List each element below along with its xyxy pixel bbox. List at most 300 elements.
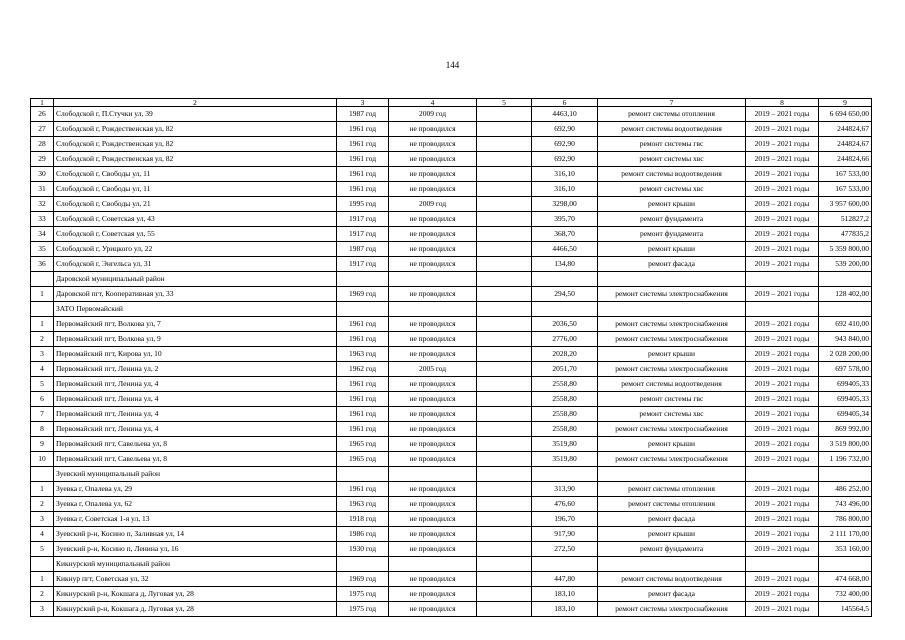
cost-cell: 145564,5	[819, 602, 872, 617]
period-cell: 2019 – 2021 годы	[746, 512, 819, 527]
period-cell: 2019 – 2021 годы	[746, 587, 819, 602]
address-cell: Зуевский р-н, Косино п, Заливная ул, 14	[54, 527, 337, 542]
area-cell: 476,60	[532, 497, 598, 512]
empty-cell	[477, 482, 532, 497]
work-type-cell: ремонт фундамента	[598, 542, 746, 557]
last-repair-cell: 2009 год	[389, 107, 477, 122]
row-index: 30	[31, 167, 54, 182]
cost-cell: 353 160,00	[819, 542, 872, 557]
row-index: 27	[31, 122, 54, 137]
commission-year-cell: 1961 год	[337, 167, 389, 182]
row-index: 32	[31, 197, 54, 212]
last-repair-cell: не проводился	[389, 587, 477, 602]
commission-year-cell: 1962 год	[337, 362, 389, 377]
area-cell: 2558,80	[532, 377, 598, 392]
last-repair-cell: не проводился	[389, 602, 477, 617]
area-cell: 2028,20	[532, 347, 598, 362]
empty-cell	[337, 302, 389, 317]
column-number: 3	[337, 99, 389, 107]
address-cell: Слободской г, Рождественская ул, 82	[54, 137, 337, 152]
empty-cell	[746, 302, 819, 317]
row-index: 35	[31, 242, 54, 257]
empty-cell	[337, 272, 389, 287]
address-cell: Первомайский пгт, Кирова ул, 10	[54, 347, 337, 362]
period-cell: 2019 – 2021 годы	[746, 317, 819, 332]
cost-cell: 3 519 800,00	[819, 437, 872, 452]
period-cell: 2019 – 2021 годы	[746, 392, 819, 407]
work-type-cell: ремонт крыши	[598, 527, 746, 542]
last-repair-cell: не проводился	[389, 152, 477, 167]
empty-cell	[477, 437, 532, 452]
empty-cell	[746, 272, 819, 287]
work-type-cell: ремонт системы электроснабжения	[598, 287, 746, 302]
empty-cell	[477, 152, 532, 167]
column-number: 4	[389, 99, 477, 107]
cost-cell: 474 668,00	[819, 572, 872, 587]
empty-cell	[477, 422, 532, 437]
work-type-cell: ремонт системы хвс	[598, 182, 746, 197]
commission-year-cell: 1987 год	[337, 242, 389, 257]
empty-cell	[477, 602, 532, 617]
work-type-cell: ремонт системы хвс	[598, 407, 746, 422]
row-index: 1	[31, 317, 54, 332]
column-number: 5	[477, 99, 532, 107]
work-type-cell: ремонт системы водоотведения	[598, 572, 746, 587]
address-cell: Зуевский р-н, Косино п, Ленина ул, 16	[54, 542, 337, 557]
address-cell: Слободской г, Энгельса ул, 31	[54, 257, 337, 272]
cost-cell: 699405,34	[819, 407, 872, 422]
cost-cell: 743 496,00	[819, 497, 872, 512]
work-type-cell: ремонт крыши	[598, 437, 746, 452]
row-index: 7	[31, 407, 54, 422]
row-index: 5	[31, 542, 54, 557]
empty-cell	[477, 257, 532, 272]
last-repair-cell: 2005 год	[389, 362, 477, 377]
area-cell: 2036,50	[532, 317, 598, 332]
empty-cell	[477, 392, 532, 407]
empty-cell	[389, 302, 477, 317]
area-cell: 395,70	[532, 212, 598, 227]
empty-cell	[477, 557, 532, 572]
address-cell: Слободской г, Советская ул, 55	[54, 227, 337, 242]
empty-cell	[31, 467, 54, 482]
last-repair-cell: не проводился	[389, 452, 477, 467]
cost-cell: 477835,2	[819, 227, 872, 242]
empty-cell	[477, 467, 532, 482]
area-cell: 447,80	[532, 572, 598, 587]
last-repair-cell: не проводился	[389, 332, 477, 347]
empty-cell	[598, 302, 746, 317]
last-repair-cell: не проводился	[389, 347, 477, 362]
table-row	[31, 212, 872, 227]
row-index: 10	[31, 452, 54, 467]
area-cell: 313,90	[532, 482, 598, 497]
table-row	[31, 122, 872, 137]
cost-cell: 786 800,00	[819, 512, 872, 527]
district-row	[31, 272, 872, 287]
table-row	[31, 542, 872, 557]
table-row	[31, 602, 872, 617]
empty-cell	[337, 557, 389, 572]
empty-cell	[819, 272, 872, 287]
row-index: 28	[31, 137, 54, 152]
district-label: Даровской муниципальный район	[54, 272, 337, 287]
address-cell: Зуевка г, Опалева ул, 29	[54, 482, 337, 497]
empty-cell	[477, 452, 532, 467]
table-row	[31, 497, 872, 512]
empty-cell	[477, 122, 532, 137]
period-cell: 2019 – 2021 годы	[746, 107, 819, 122]
row-index: 2	[31, 587, 54, 602]
district-row	[31, 467, 872, 482]
period-cell: 2019 – 2021 годы	[746, 257, 819, 272]
cost-cell: 1 196 732,00	[819, 452, 872, 467]
row-index: 2	[31, 497, 54, 512]
work-type-cell: ремонт системы электроснабжения	[598, 332, 746, 347]
column-number: 9	[819, 99, 872, 107]
empty-cell	[337, 467, 389, 482]
empty-cell	[477, 572, 532, 587]
table-row	[31, 482, 872, 497]
empty-cell	[477, 512, 532, 527]
table-row	[31, 422, 872, 437]
period-cell: 2019 – 2021 годы	[746, 152, 819, 167]
empty-cell	[389, 557, 477, 572]
empty-cell	[31, 272, 54, 287]
work-type-cell: ремонт фасада	[598, 257, 746, 272]
period-cell: 2019 – 2021 годы	[746, 362, 819, 377]
last-repair-cell: не проводился	[389, 482, 477, 497]
empty-cell	[477, 302, 532, 317]
district-row	[31, 302, 872, 317]
cost-cell: 5 359 800,00	[819, 242, 872, 257]
empty-cell	[389, 467, 477, 482]
area-cell: 2558,80	[532, 392, 598, 407]
address-cell: Слободской г, Свободы ул, 21	[54, 197, 337, 212]
cost-cell: 2 111 170,00	[819, 527, 872, 542]
commission-year-cell: 1917 год	[337, 212, 389, 227]
table-row	[31, 167, 872, 182]
period-cell: 2019 – 2021 годы	[746, 287, 819, 302]
work-type-cell: ремонт системы отопления	[598, 107, 746, 122]
empty-cell	[532, 272, 598, 287]
district-row	[31, 557, 872, 572]
row-index: 3	[31, 512, 54, 527]
address-cell: Даровской пгт, Кооперативная ул, 33	[54, 287, 337, 302]
column-number: 8	[746, 99, 819, 107]
last-repair-cell: не проводился	[389, 572, 477, 587]
commission-year-cell: 1918 год	[337, 512, 389, 527]
column-number: 2	[54, 99, 337, 107]
area-cell: 3519,80	[532, 452, 598, 467]
area-cell: 183,10	[532, 587, 598, 602]
period-cell: 2019 – 2021 годы	[746, 182, 819, 197]
work-type-cell: ремонт системы отопления	[598, 497, 746, 512]
row-index: 1	[31, 287, 54, 302]
area-cell: 2051,70	[532, 362, 598, 377]
commission-year-cell: 1961 год	[337, 152, 389, 167]
table-row	[31, 437, 872, 452]
address-cell: Слободской г, Урицкого ул, 22	[54, 242, 337, 257]
work-type-cell: ремонт системы электроснабжения	[598, 317, 746, 332]
work-type-cell: ремонт системы электроснабжения	[598, 362, 746, 377]
empty-cell	[819, 557, 872, 572]
column-number: 6	[532, 99, 598, 107]
area-cell: 368,70	[532, 227, 598, 242]
address-cell: Слободской г, Свободы ул, 11	[54, 167, 337, 182]
period-cell: 2019 – 2021 годы	[746, 572, 819, 587]
work-type-cell: ремонт крыши	[598, 242, 746, 257]
empty-cell	[477, 407, 532, 422]
commission-year-cell: 1961 год	[337, 332, 389, 347]
period-cell: 2019 – 2021 годы	[746, 377, 819, 392]
address-cell: Кикнурский р-н, Кокшага д, Луговая ул, 28	[54, 587, 337, 602]
table-row	[31, 107, 872, 122]
period-cell: 2019 – 2021 годы	[746, 437, 819, 452]
empty-cell	[477, 242, 532, 257]
period-cell: 2019 – 2021 годы	[746, 527, 819, 542]
address-cell: Слободской г, Свободы ул, 11	[54, 182, 337, 197]
empty-cell	[389, 272, 477, 287]
work-type-cell: ремонт фасада	[598, 587, 746, 602]
row-index: 6	[31, 392, 54, 407]
empty-cell	[477, 272, 532, 287]
last-repair-cell: не проводился	[389, 392, 477, 407]
commission-year-cell: 1965 год	[337, 437, 389, 452]
table-row	[31, 332, 872, 347]
row-index: 26	[31, 107, 54, 122]
last-repair-cell: 2009 год	[389, 197, 477, 212]
address-cell: Слободской г, Советская ул, 43	[54, 212, 337, 227]
commission-year-cell: 1961 год	[337, 392, 389, 407]
empty-cell	[746, 557, 819, 572]
period-cell: 2019 – 2021 годы	[746, 167, 819, 182]
row-index: 5	[31, 377, 54, 392]
empty-cell	[819, 467, 872, 482]
table-row	[31, 407, 872, 422]
district-label: ЗАТО Первомайский	[54, 302, 337, 317]
commission-year-cell: 1961 год	[337, 407, 389, 422]
work-type-cell: ремонт системы гвс	[598, 137, 746, 152]
empty-cell	[598, 272, 746, 287]
empty-cell	[477, 197, 532, 212]
last-repair-cell: не проводился	[389, 242, 477, 257]
empty-cell	[477, 587, 532, 602]
row-index: 29	[31, 152, 54, 167]
empty-cell	[477, 212, 532, 227]
work-type-cell: ремонт системы электроснабжения	[598, 422, 746, 437]
empty-cell	[598, 467, 746, 482]
last-repair-cell: не проводился	[389, 527, 477, 542]
table-body	[31, 99, 872, 617]
last-repair-cell: не проводился	[389, 377, 477, 392]
cost-cell: 2 028 200,00	[819, 347, 872, 362]
area-cell: 272,50	[532, 542, 598, 557]
table-row	[31, 287, 872, 302]
last-repair-cell: не проводился	[389, 497, 477, 512]
cost-cell: 486 252,00	[819, 482, 872, 497]
area-cell: 183,10	[532, 602, 598, 617]
period-cell: 2019 – 2021 годы	[746, 407, 819, 422]
last-repair-cell: не проводился	[389, 437, 477, 452]
period-cell: 2019 – 2021 годы	[746, 137, 819, 152]
period-cell: 2019 – 2021 годы	[746, 122, 819, 137]
work-type-cell: ремонт фундамента	[598, 212, 746, 227]
empty-cell	[477, 107, 532, 122]
work-type-cell: ремонт системы водоотведения	[598, 122, 746, 137]
commission-year-cell: 1961 год	[337, 482, 389, 497]
work-type-cell: ремонт крыши	[598, 347, 746, 362]
area-cell: 3298,00	[532, 197, 598, 212]
commission-year-cell: 1961 год	[337, 137, 389, 152]
address-cell: Первомайский пгт, Ленина ул, 4	[54, 392, 337, 407]
table-row	[31, 452, 872, 467]
cost-cell: 943 840,00	[819, 332, 872, 347]
work-type-cell: ремонт системы гвс	[598, 392, 746, 407]
commission-year-cell: 1963 год	[337, 347, 389, 362]
area-cell: 917,90	[532, 527, 598, 542]
page-number: 144	[445, 60, 460, 70]
work-type-cell: ремонт системы водоотведения	[598, 167, 746, 182]
row-index: 3	[31, 347, 54, 362]
work-type-cell: ремонт системы хвс	[598, 152, 746, 167]
address-cell: Первомайский пгт, Волкова ул, 9	[54, 332, 337, 347]
table-row	[31, 182, 872, 197]
empty-cell	[532, 467, 598, 482]
commission-year-cell: 1961 год	[337, 122, 389, 137]
table-row	[31, 227, 872, 242]
empty-cell	[31, 302, 54, 317]
period-cell: 2019 – 2021 годы	[746, 242, 819, 257]
last-repair-cell: не проводился	[389, 512, 477, 527]
area-cell: 196,70	[532, 512, 598, 527]
area-cell: 2558,80	[532, 407, 598, 422]
table-row	[31, 257, 872, 272]
commission-year-cell: 1963 год	[337, 497, 389, 512]
table-row	[31, 527, 872, 542]
period-cell: 2019 – 2021 годы	[746, 542, 819, 557]
empty-cell	[477, 332, 532, 347]
address-cell: Слободской г, Рождественская ул, 82	[54, 152, 337, 167]
address-cell: Слободской г, Рождественская ул, 82	[54, 122, 337, 137]
cost-cell: 244824,67	[819, 122, 872, 137]
row-index: 31	[31, 182, 54, 197]
cost-cell: 869 992,00	[819, 422, 872, 437]
period-cell: 2019 – 2021 годы	[746, 347, 819, 362]
row-index: 4	[31, 362, 54, 377]
row-index: 33	[31, 212, 54, 227]
table-row	[31, 392, 872, 407]
work-type-cell: ремонт фасада	[598, 512, 746, 527]
address-cell: Первомайский пгт, Ленина ул, 4	[54, 422, 337, 437]
commission-year-cell: 1986 год	[337, 527, 389, 542]
last-repair-cell: не проводился	[389, 257, 477, 272]
commission-year-cell: 1969 год	[337, 287, 389, 302]
commission-year-cell: 1965 год	[337, 452, 389, 467]
address-cell: Первомайский пгт, Савельева ул, 8	[54, 452, 337, 467]
cost-cell: 692 410,00	[819, 317, 872, 332]
cost-cell: 244824,66	[819, 152, 872, 167]
commission-year-cell: 1987 год	[337, 107, 389, 122]
area-cell: 692,90	[532, 122, 598, 137]
empty-cell	[477, 347, 532, 362]
table-row	[31, 362, 872, 377]
row-index: 8	[31, 422, 54, 437]
work-type-cell: ремонт фундамента	[598, 227, 746, 242]
last-repair-cell: не проводился	[389, 137, 477, 152]
empty-cell	[477, 317, 532, 332]
column-number: 1	[31, 99, 54, 107]
cost-cell: 167 533,00	[819, 182, 872, 197]
period-cell: 2019 – 2021 годы	[746, 497, 819, 512]
area-cell: 2776,00	[532, 332, 598, 347]
commission-year-cell: 1961 год	[337, 182, 389, 197]
cost-cell: 244824,67	[819, 137, 872, 152]
row-index: 1	[31, 482, 54, 497]
table-row	[31, 317, 872, 332]
row-index: 1	[31, 572, 54, 587]
cost-cell: 697 578,00	[819, 362, 872, 377]
table-row	[31, 377, 872, 392]
empty-cell	[477, 527, 532, 542]
commission-year-cell: 1961 год	[337, 377, 389, 392]
row-index: 34	[31, 227, 54, 242]
empty-cell	[477, 137, 532, 152]
cost-cell: 699405,33	[819, 392, 872, 407]
area-cell: 692,90	[532, 137, 598, 152]
empty-cell	[477, 167, 532, 182]
last-repair-cell: не проводился	[389, 317, 477, 332]
empty-cell	[746, 467, 819, 482]
last-repair-cell: не проводился	[389, 287, 477, 302]
work-type-cell: ремонт системы отопления	[598, 482, 746, 497]
last-repair-cell: не проводился	[389, 122, 477, 137]
last-repair-cell: не проводился	[389, 227, 477, 242]
empty-cell	[477, 227, 532, 242]
last-repair-cell: не проводился	[389, 407, 477, 422]
table-row	[31, 242, 872, 257]
area-cell: 316,10	[532, 182, 598, 197]
cost-cell: 512827,2	[819, 212, 872, 227]
area-cell: 4466,50	[532, 242, 598, 257]
cost-cell: 6 694 650,00	[819, 107, 872, 122]
period-cell: 2019 – 2021 годы	[746, 602, 819, 617]
commission-year-cell: 1969 год	[337, 572, 389, 587]
work-type-cell: ремонт системы электроснабжения	[598, 602, 746, 617]
area-cell: 134,80	[532, 257, 598, 272]
period-cell: 2019 – 2021 годы	[746, 482, 819, 497]
commission-year-cell: 1930 год	[337, 542, 389, 557]
commission-year-cell: 1975 год	[337, 602, 389, 617]
cost-cell: 3 957 600,00	[819, 197, 872, 212]
empty-cell	[477, 542, 532, 557]
last-repair-cell: не проводился	[389, 167, 477, 182]
table-row	[31, 512, 872, 527]
period-cell: 2019 – 2021 годы	[746, 332, 819, 347]
commission-year-cell: 1917 год	[337, 257, 389, 272]
row-index: 2	[31, 332, 54, 347]
period-cell: 2019 – 2021 годы	[746, 197, 819, 212]
period-cell: 2019 – 2021 годы	[746, 452, 819, 467]
cost-cell: 699405,33	[819, 377, 872, 392]
empty-cell	[598, 557, 746, 572]
cost-cell: 539 200,00	[819, 257, 872, 272]
table-row	[31, 152, 872, 167]
work-type-cell: ремонт системы водоотведения	[598, 377, 746, 392]
commission-year-cell: 1995 год	[337, 197, 389, 212]
cost-cell: 732 400,00	[819, 587, 872, 602]
row-index: 4	[31, 527, 54, 542]
